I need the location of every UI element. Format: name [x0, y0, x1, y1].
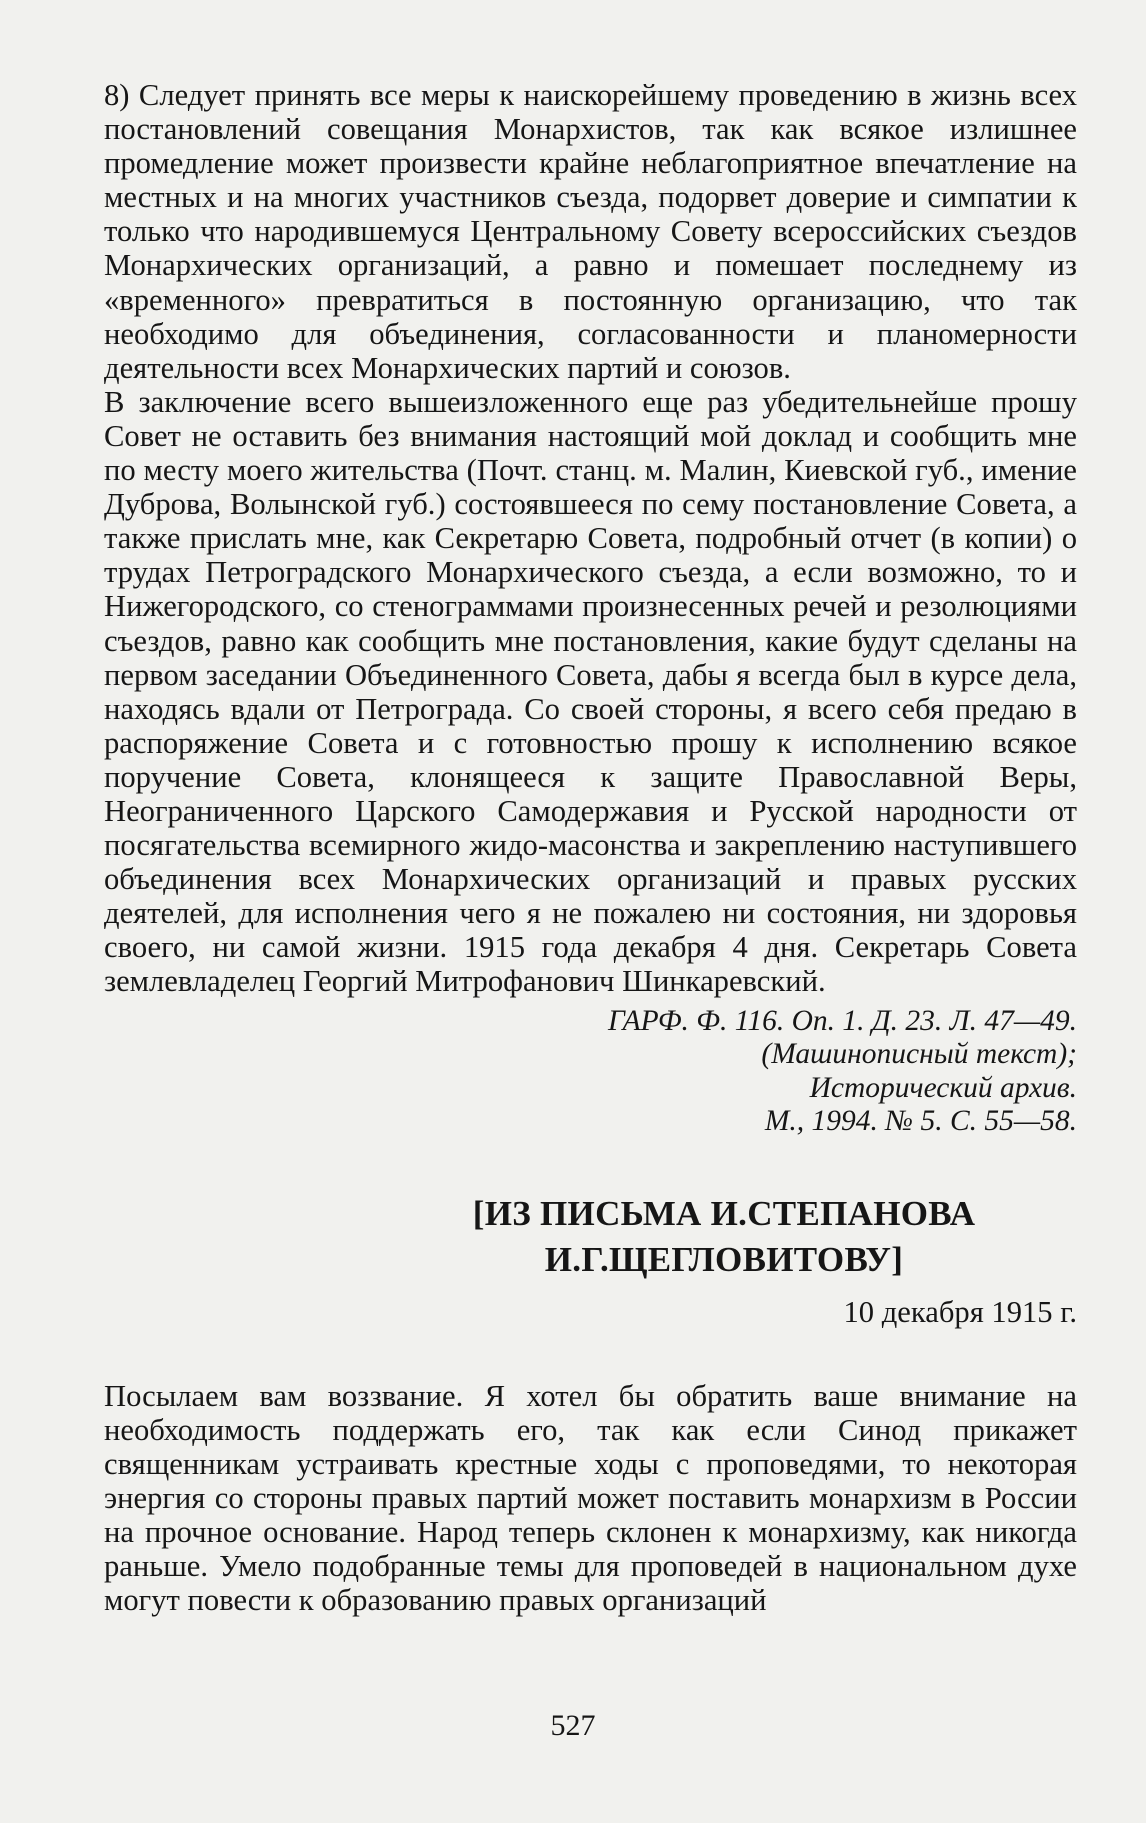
page-content [104, 78, 1077, 1617]
body-paragraph-2: В заключение всего вышеизложенного еще раз убедительнейше прошу Совет не оставить без внимания настоящий мой доклад и сообщить мне по месту моего жительства (Почт. станц. м. Малин, Киевской губ., имение Дуброва, Волынской губ.) состоявшееся по сему постановление Совета, а также прислать мне, как Секретарю Совета, подробный отчет (в копии) о трудах Петроградского Монархического съезда, а если возможно, то и Нижегородского, со стенограммами произнесенных речей и резолюциями съездов, равно как сообщить мне постановления, какие будут сделаны на первом заседании Объединенного Совета, дабы я всегда был в курсе дела, находясь вдали от Петрограда. Со своей стороны, я всего себя предаю в распоряжение Совета и с готовностью прошу к исполнению всякое поручение Совета, клонящееся к защите Православной Веры, Неограниченного Царского Самодержавия и Русской народности от посягательства всемирного жидо-масонства и закреплению наступившего объединения всех Монархических организаций и правых русских деятелей, для исполнения чего я не пожалею ни состояния, ни здоровья своего, ни самой жизни. 1915 года декабря 4 дня. Секретарь Совета землевладелец Георгий Митрофанович Шинкаревский. [104, 384, 1077, 999]
section-heading [444, 1191, 1004, 1283]
source-line-2: (Машинописный текст); [761, 1038, 1077, 1071]
source-line-4: М., 1994. № 5. С. 55—58. [764, 1105, 1077, 1138]
page-number: 527 [550, 1709, 596, 1742]
body-paragraph-1: 8) Следует принять все меры к наискорейшему проведению в жизнь всех постановлений совещания Монархистов, так как всякое излишнее промедление может произвести крайне неблагоприятное впечатление на местных и на многих участников съезда, подорвет доверие и симпатии к только что народившемуся Центральному Совету всероссийских съездов Монархических организаций, а равно и помешает последнему из «временного» превратиться в постоянную организацию, что так необходимо для объединения, согласованности и планомерности деятельности всех Монархических партий и союзов. [104, 78, 1077, 385]
archival-source [104, 1005, 1077, 1139]
heading-line-2: И.Г.ЩЕГЛОВИТОВУ] [544, 1239, 904, 1279]
heading-line-1: [ИЗ ПИСЬМА И.СТЕПАНОВА [472, 1193, 976, 1233]
letter-paragraph-1: Посылаем вам воззвание. Я хотел бы обратить ваше внимание на необходимость поддержать его, так как если Синод прикажет священникам устраивать крестные ходы с проповедями, то некоторая энергия со стороны правых партий может поставить монархизм в России на прочное основание. Народ теперь склонен к монархизму, как никогда раньше. Умело подобранные темы для проповедей в национальном духе могут повести к образованию правых организаций [104, 1378, 1077, 1618]
letter-date: 10 декабря 1915 г. [843, 1294, 1077, 1329]
source-line-3: Исторический архив. [809, 1071, 1077, 1104]
source-line-1: ГАРФ. Ф. 116. Оп. 1. Д. 23. Л. 47—49. [608, 1004, 1077, 1037]
